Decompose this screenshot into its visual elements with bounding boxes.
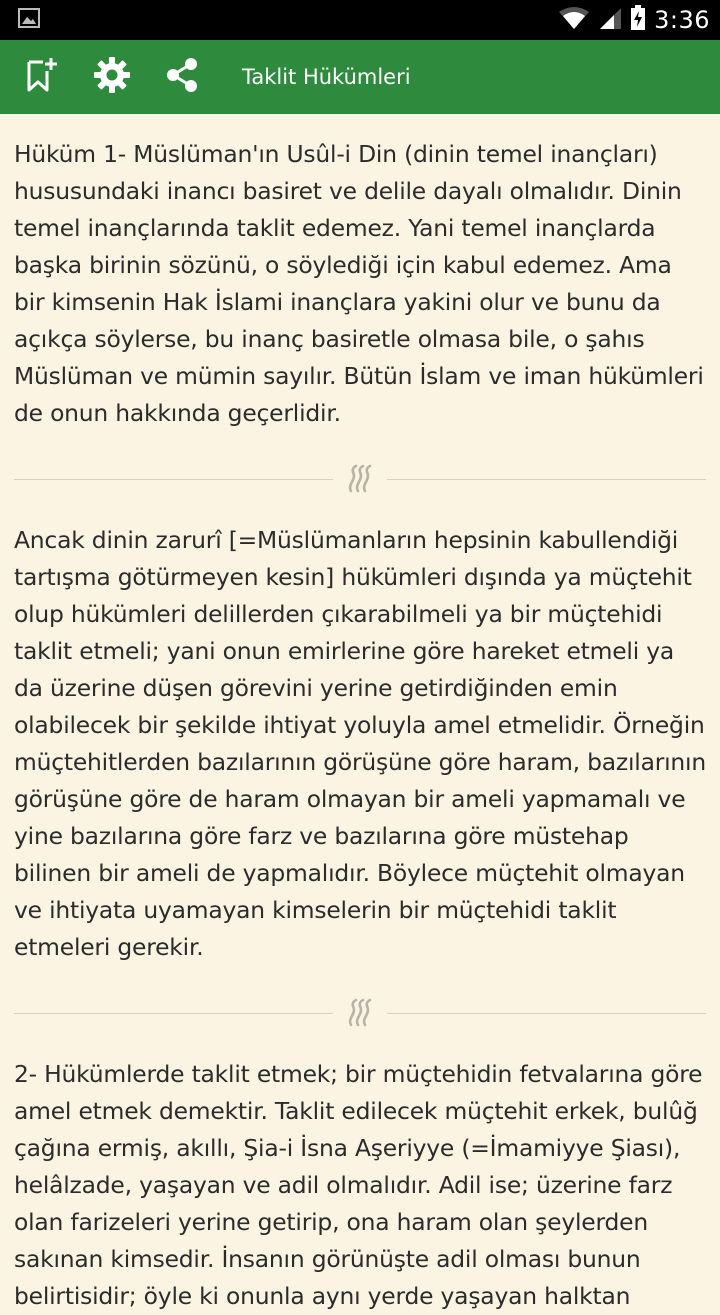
settings-button[interactable] [94, 57, 130, 97]
share-button[interactable] [164, 57, 200, 97]
divider-line [387, 1013, 706, 1014]
paragraph-2: Ancak dinin zarurî [=Müslümanların hepsinin kabullendiği tartışma götürmeyen kesin] hükümleri dışında ya müçtehit olup hükümleri delillerden çıkarabilmeli ya bir müçtehidi taklit etmeli; yani onun emirlerine göre hareket etmeli ya da üzerine düşen görevini yerine getirdiğinden emin olabilecek bir şekilde ihtiyat yoluyla amel etmelidir. Örneğin müçtehitlerden bazılarının görüşüne göre haram, bazılarının görüşüne göre de haram olmayan bir ameli yapmamalı ve yine bazılarına göre farz ve bazılarına göre müstehap bilinen bir ameli de yapmalıdır. Böylece müçtehit olmayan ve ihtiyata uyamayan kimselerin bir müçtehidi taklit etmeleri gerekir. [14, 526, 706, 961]
section-divider [14, 442, 706, 516]
ornament-icon [333, 993, 387, 1033]
status-bar [0, 0, 720, 40]
signal-icon [598, 6, 622, 34]
share-icon [165, 57, 199, 97]
toolbar [0, 40, 720, 114]
divider-line [14, 1013, 333, 1014]
page-title: Taklit Hükümleri [242, 65, 411, 89]
battery-icon [630, 5, 646, 35]
divider-line [387, 479, 706, 480]
paragraph-1: Hüküm 1- Müslüman'ın Usûl-i Din (dinin temel inançları) hususundaki inancı basiret ve delile dayalı olmalıdır. Dinin temel inançlarında taklit edemez. Yani temel inançlarda başka birinin sözünü, o söylediği için kabul edemez. Ama bir kimsenin Hak İslami inançlara yakini olur ve bunu da açıkça söylerse, bu inanç basiretle olmasa bile, o şahıs Müslüman ve mümin sayılır. Bütün İslam ve iman hükümleri de onun hakkında geçerlidir. [14, 140, 704, 427]
wifi-icon [558, 6, 590, 34]
gear-icon [93, 56, 131, 98]
section-divider [14, 976, 706, 1050]
divider-line [14, 479, 333, 480]
paragraph-3: 2- Hükümlerde taklit etmek; bir müçtehidin fetvalarına göre amel etmek demektir. Taklit edilecek müçtehit erkek, bulûğ çağına ermiş, akıllı, Şia-i İsna Aşeriyye (=İmamiyye Şiası), helâlzade, yaşayan ve adil olmalıdır. Adil ise; üzerine farz olan farizeleri yerine getirip, ona haram olan şeylerden sakınan kimsedir. İnsanın görünüşte adil olması bunun belirtisidir; öyle ki onunla aynı yerde yaşayan halktan [14, 1060, 703, 1310]
status-time: 3:36 [654, 6, 710, 34]
image-icon [18, 8, 40, 32]
ornament-icon [333, 459, 387, 499]
article-content[interactable] [0, 114, 720, 1315]
bookmark-add-icon [25, 57, 59, 97]
bookmark-add-button[interactable] [24, 57, 60, 97]
